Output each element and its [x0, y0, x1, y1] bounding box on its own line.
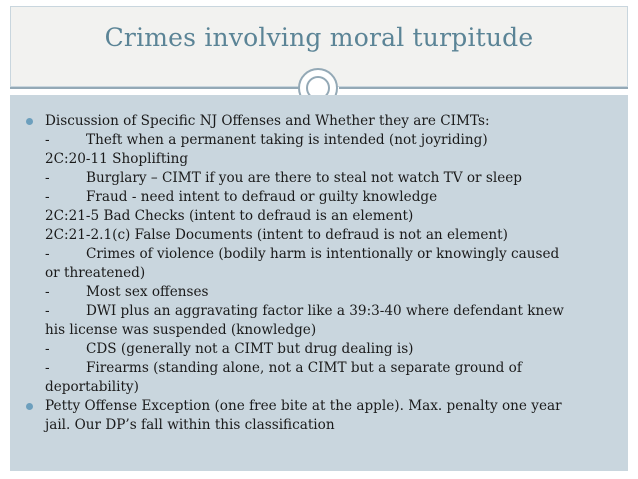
bullet-text: Discussion of Specific NJ Offenses and Whether they are CIMTs: [45, 113, 490, 129]
bullet-text: Petty Offense Exception (one free bite at the apple). Max. penalty one year [45, 398, 562, 414]
sub-line-continuation [28, 378, 620, 397]
bullet-item [28, 397, 620, 416]
sub-line [28, 169, 620, 188]
sub-line [28, 340, 620, 359]
dash-prefix: - [45, 189, 50, 205]
sub-line-continuation [28, 264, 620, 283]
dash-prefix: - [45, 246, 50, 262]
dash-prefix: - [45, 132, 50, 148]
sub-line-text: 2C:21-2.1(c) False Documents (intent to defraud is not an element) [45, 227, 508, 243]
sub-line [28, 207, 620, 226]
sub-line-text: his license was suspended (knowledge) [45, 322, 317, 338]
sub-line [28, 245, 620, 264]
bullet-dot-icon [26, 403, 33, 410]
divider-right [339, 87, 628, 89]
sub-line-text: Firearms (standing alone, not a CIMT but a separate ground of [86, 360, 522, 376]
dash-prefix: - [45, 341, 50, 357]
sub-line-text: Burglary – CIMT if you are there to steal not watch TV or sleep [86, 170, 522, 186]
slide-title: Crimes involving moral turpitude [104, 23, 534, 52]
sub-line [28, 283, 620, 302]
bullet-dot-icon [26, 118, 33, 125]
sub-line-text: 2C:20-11 Shoplifting [45, 151, 189, 167]
bullet-item [28, 112, 620, 131]
sub-line-text: CDS (generally not a CIMT but drug dealing is) [86, 341, 414, 357]
sub-line [28, 302, 620, 321]
sub-line [28, 188, 620, 207]
sub-line-text: 2C:21-5 Bad Checks (intent to defraud is an element) [45, 208, 414, 224]
sub-line [28, 226, 620, 245]
dash-prefix: - [45, 360, 50, 376]
sub-line-text: or threatened) [45, 265, 146, 281]
bullet-text: jail. Our DP’s fall within this classification [45, 417, 335, 433]
sub-line [28, 131, 620, 150]
dash-prefix: - [45, 284, 50, 300]
bullet-list [28, 112, 620, 435]
sub-line-text: Fraud - need intent to defraud or guilty knowledge [86, 189, 438, 205]
divider-left [10, 87, 299, 89]
bullet-continuation [28, 416, 620, 435]
sub-line-text: DWI plus an aggravating factor like a 39:3-40 where defendant knew [86, 303, 564, 319]
dash-prefix: - [45, 303, 50, 319]
sub-line [28, 359, 620, 378]
sub-line-text: deportability) [45, 379, 139, 395]
sub-line-continuation [28, 321, 620, 340]
sub-line-text: Theft when a permanent taking is intended (not joyriding) [86, 132, 488, 148]
sub-line [28, 150, 620, 169]
sub-line-text: Crimes of violence (bodily harm is intentionally or knowingly caused [86, 246, 560, 262]
sub-line-text: Most sex offenses [86, 284, 209, 300]
dash-prefix: - [45, 170, 50, 186]
